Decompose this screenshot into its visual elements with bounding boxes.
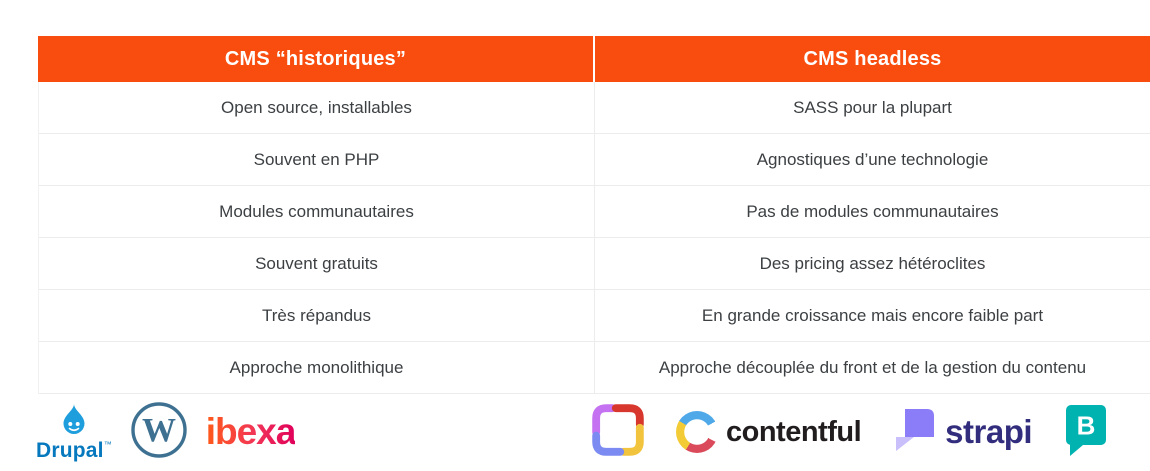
table-cell-historic: Open source, installables xyxy=(221,97,412,117)
table-cell-headless: Approche découplée du front et de la gestion du contenu xyxy=(594,342,1150,393)
table-cell-historic: Très répandus xyxy=(262,305,371,325)
headless-cms-logos xyxy=(590,394,1110,470)
table-cell-historic: Approche monolithique xyxy=(229,357,404,377)
trademark-symbol: ™ xyxy=(103,439,112,449)
cms-comparison-table xyxy=(38,36,1150,394)
table-body xyxy=(38,82,1150,394)
column-header-historic: CMS “historiques” xyxy=(38,36,593,82)
table-cell-headless: Des pricing assez hétéroclites xyxy=(594,238,1150,289)
table-cell-headless: En grande croissance mais encore faible part xyxy=(594,290,1150,341)
storyblok-b-icon xyxy=(1062,403,1110,462)
table-header-row xyxy=(38,36,1150,82)
logo-strip xyxy=(0,394,1150,470)
strapi-logo xyxy=(891,406,1032,459)
table-row xyxy=(39,290,1150,342)
table-cell-historic: Souvent gratuits xyxy=(255,253,378,273)
wordpress-w-icon xyxy=(130,401,188,464)
table-cell-headless: Agnostiques d’une technologie xyxy=(594,134,1150,185)
table-row xyxy=(39,82,1150,134)
ibexa-wordmark: ibexa xyxy=(205,411,296,452)
drupal-logo xyxy=(36,404,112,461)
ibexa-logo xyxy=(206,411,296,453)
prismic-logo xyxy=(590,402,646,463)
table-cell-historic: Souvent en PHP xyxy=(253,149,380,169)
storyblok-logo xyxy=(1062,403,1110,462)
prismic-arcs-icon xyxy=(590,402,646,463)
contentful-c-icon xyxy=(676,411,718,453)
table-cell-headless: SASS pour la plupart xyxy=(594,82,1150,133)
svg-text:W: W xyxy=(141,411,176,449)
contentful-wordmark: contentful xyxy=(726,415,862,448)
table-row xyxy=(39,238,1150,290)
table-row xyxy=(39,186,1150,238)
svg-text:B: B xyxy=(1076,410,1096,440)
drupal-droplet-icon xyxy=(61,404,87,439)
table-row xyxy=(39,134,1150,186)
wordpress-logo xyxy=(130,401,188,464)
strapi-wordmark: strapi xyxy=(945,413,1033,450)
drupal-wordmark: Drupal™ xyxy=(36,438,112,462)
contentful-logo xyxy=(676,411,861,453)
column-header-headless: CMS headless xyxy=(593,36,1150,82)
table-cell-historic: Modules communautaires xyxy=(219,201,414,221)
table-cell-headless: Pas de modules communautaires xyxy=(594,186,1150,237)
table-row xyxy=(39,342,1150,394)
strapi-flag-icon xyxy=(891,406,937,459)
historic-cms-logos xyxy=(36,394,295,470)
